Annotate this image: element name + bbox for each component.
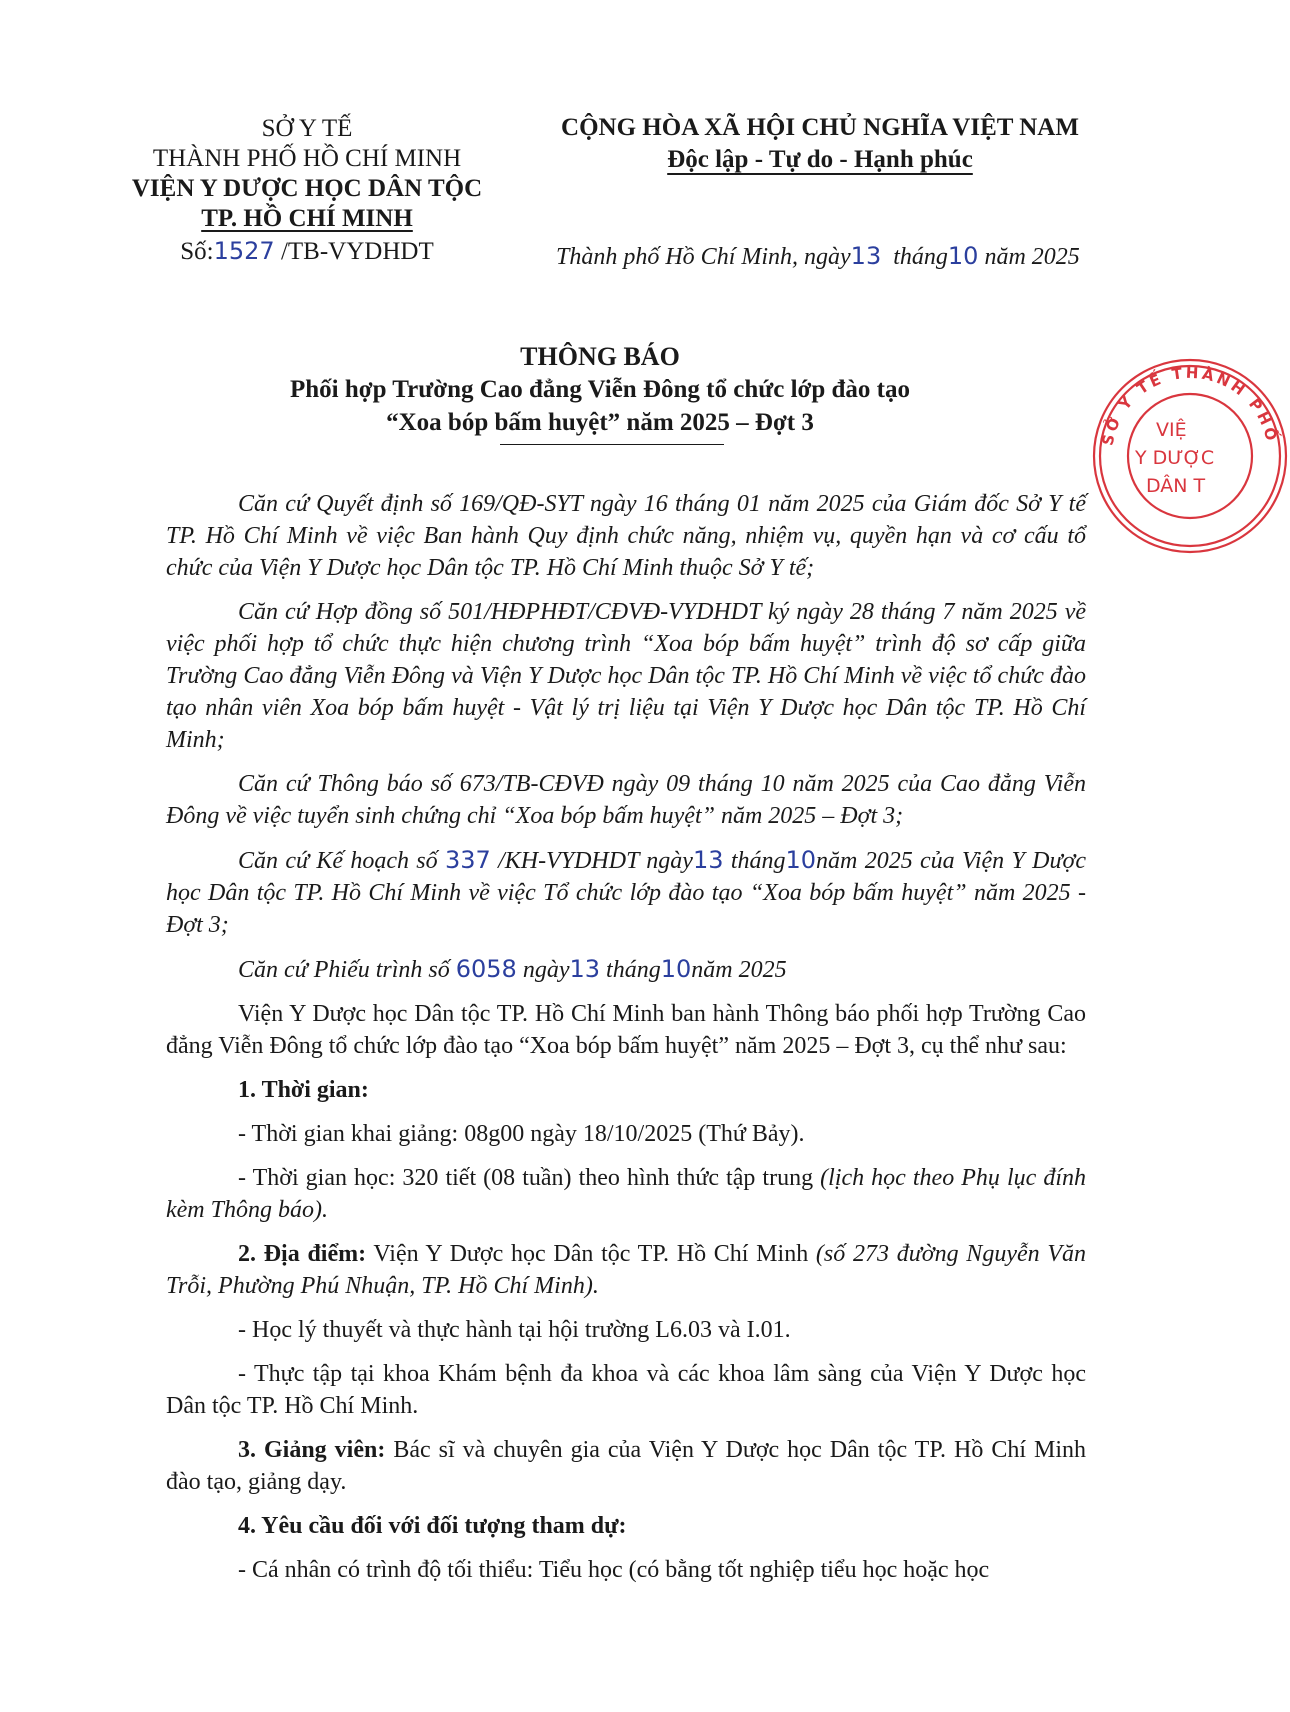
date-month-label: tháng [893, 244, 948, 270]
basis-paragraph-1: Căn cứ Quyết định số 169/QĐ-SYT ngày 16 tháng 01 năm 2025 của Giám đốc Sở Y tế TP. Hồ Chí Minh về việc Ban hành Quy định chức năng, nhiệm vụ, quyền hạn và cơ cấu tổ chức của Viện Y Dược học Dân tộc TP. Hồ Chí Minh thuộc Sở Y tế; [166, 491, 1086, 581]
seal-line-1: VIỆ [1156, 419, 1187, 441]
basis-paragraph-4 [166, 844, 1086, 941]
section-3-paragraph [166, 1434, 1086, 1498]
nation-motto: Độc lập - Tự do - Hạnh phúc [667, 146, 973, 173]
intro-paragraph: Viện Y Dược học Dân tộc TP. Hồ Chí Minh ban hành Thông báo phối hợp Trường Cao đẳng Viễn Đông tổ chức lớp đào tạo “Xoa bóp bấm huyệt” năm 2025 – Đợt 3, cụ thể như sau: [166, 1001, 1086, 1059]
basis-paragraph-5 [166, 953, 1086, 986]
nation-name: CỘNG HÒA XÃ HỘI CHỦ NGHĨA VIỆT NAM [561, 114, 1079, 141]
agency-line-4-text: TP. HỒ CHÍ MINH [201, 205, 413, 232]
submission-day-handwritten: 13 [569, 955, 601, 983]
agency-line-3: VIỆN Y DƯỢC HỌC DÂN TỘC [131, 175, 483, 202]
section-2-item-b: - Thực tập tại khoa Khám bệnh đa khoa và các khoa lâm sàng của Viện Y Dược học Dân tộc TP. Hồ Chí Minh. [166, 1361, 1086, 1419]
section-1-item-b-text: - Thời gian học: 320 tiết (08 tuần) theo hình thức tập trung [238, 1165, 814, 1191]
plan-day-handwritten: 13 [692, 846, 724, 874]
date-day-handwritten: 13 [850, 242, 882, 270]
section-1-item-a: - Thời gian khai giảng: 08g00 ngày 18/10/2025 (Thứ Bảy). [238, 1121, 805, 1147]
section-3-label: 3. Giảng viên: [238, 1437, 386, 1463]
seal-line-3: DÂN T [1146, 475, 1206, 497]
document-number-handwritten: 1527 [213, 237, 275, 265]
date-month-handwritten: 10 [947, 242, 979, 270]
notice-subtitle-1: Phối hợp Trường Cao đẳng Viễn Đông tổ chức lớp đào tạo [289, 376, 911, 403]
notice-subtitle-2: “Xoa bóp bấm huyệt” năm 2025 – Đợt 3 [386, 409, 814, 436]
basis-5-part-b: ngày [522, 957, 570, 983]
seal-ring-text: SỞ Y TẾ THÀNH PHỐ [1098, 363, 1282, 448]
section-2-paragraph [166, 1238, 1086, 1302]
plan-month-handwritten: 10 [785, 846, 817, 874]
svg-text:SỞ Y TẾ THÀNH PHỐ [1099, 364, 1284, 447]
section-2-text: Viện Y Dược học Dân tộc TP. Hồ Chí Minh [373, 1241, 809, 1267]
section-3-text: Bác sĩ và chuyên gia của Viện Y Dược học Dân tộc TP. Hồ Chí Minh đào tạo, giảng dạy. [166, 1437, 1086, 1495]
basis-4-part-c: tháng [730, 848, 786, 874]
basis-paragraph-2: Căn cứ Hợp đồng số 501/HĐPHĐT/CĐVĐ-VYDHDT ký ngày 28 tháng 7 năm 2025 về việc phối hợp tổ chức thực hiện chương trình “Xoa bóp bấm huyệt” trình độ sơ cấp giữa Trường Cao đẳng Viễn Đông và Viện Y Dược học Dân tộc TP. Hồ Chí Minh về việc tổ chức đào tạo nhân viên Xoa bóp bấm huyệt - Vật lý trị liệu tại Viện Y Dược học Dân tộc TP. Hồ Chí Minh; [166, 599, 1086, 753]
basis-4-part-d: năm 2025 của Viện Y Dược học Dân tộc TP. Hồ Chí Minh về việc Tổ chức lớp đào tạo “Xoa bóp bấm huyệt” năm 2025 - Đợt 3; [166, 848, 1087, 938]
submission-month-handwritten: 10 [660, 955, 692, 983]
agency-line-1: SỞ Y TẾ [261, 115, 353, 142]
nation-motto-wrap [530, 144, 1110, 176]
agency-line-2: THÀNH PHỐ HỒ CHÍ MINH [152, 145, 462, 172]
basis-4-part-a: Căn cứ Kế hoạch số [238, 848, 438, 874]
submission-number-handwritten: 6058 [455, 955, 517, 983]
title-divider [500, 444, 724, 445]
agency-line-4 [112, 204, 502, 234]
section-4-heading: 4. Yêu cầu đối với đối tượng tham dự: [238, 1513, 627, 1539]
official-seal [1090, 356, 1290, 556]
seal-line-2: Y DƯỢC [1135, 447, 1215, 469]
document-number [112, 236, 502, 267]
notice-title-block [0, 340, 1200, 439]
section-2-label: 2. Địa điểm: [238, 1241, 367, 1267]
basis-5-part-d: năm 2025 [691, 957, 787, 983]
plan-number-handwritten: 337 [444, 846, 491, 874]
section-1-heading: 1. Thời gian: [238, 1077, 369, 1103]
section-4-item-a: - Cá nhân có trình độ tối thiểu: Tiểu học (có bằng tốt nghiệp tiểu học hoặc học [238, 1557, 990, 1583]
section-1-item-b-note: (lịch học theo Phụ lục đính kèm Thông báo). [166, 1165, 1087, 1223]
notice-body [166, 488, 1086, 1598]
section-2-item-a: - Học lý thuyết và thực hành tại hội trường L6.03 và I.01. [238, 1317, 791, 1343]
national-header-block [530, 112, 1110, 176]
section-2-address: (số 273 đường Nguyễn Văn Trỗi, Phường Phú Nhuận, TP. Hồ Chí Minh). [166, 1241, 1086, 1299]
document-number-suffix: /TB-VYDHDT [280, 238, 434, 265]
basis-5-part-a: Căn cứ Phiếu trình số [238, 957, 450, 983]
document-number-prefix: Số: [180, 238, 214, 265]
issue-date [556, 242, 1080, 271]
date-prefix: Thành phố Hồ Chí Minh, ngày [556, 244, 851, 270]
notice-title: THÔNG BÁO [520, 342, 680, 371]
basis-4-part-b: /KH-VYDHDT ngày [498, 848, 693, 874]
section-1-item-b [166, 1162, 1086, 1226]
issuing-agency-block [112, 114, 502, 267]
date-year: năm 2025 [984, 244, 1080, 270]
basis-paragraph-3: Căn cứ Thông báo số 673/TB-CĐVĐ ngày 09 tháng 10 năm 2025 của Cao đẳng Viễn Đông về việc tuyển sinh chứng chỉ “Xoa bóp bấm huyệt” năm 2025 – Đợt 3; [166, 771, 1086, 829]
basis-5-part-c: tháng [606, 957, 661, 983]
